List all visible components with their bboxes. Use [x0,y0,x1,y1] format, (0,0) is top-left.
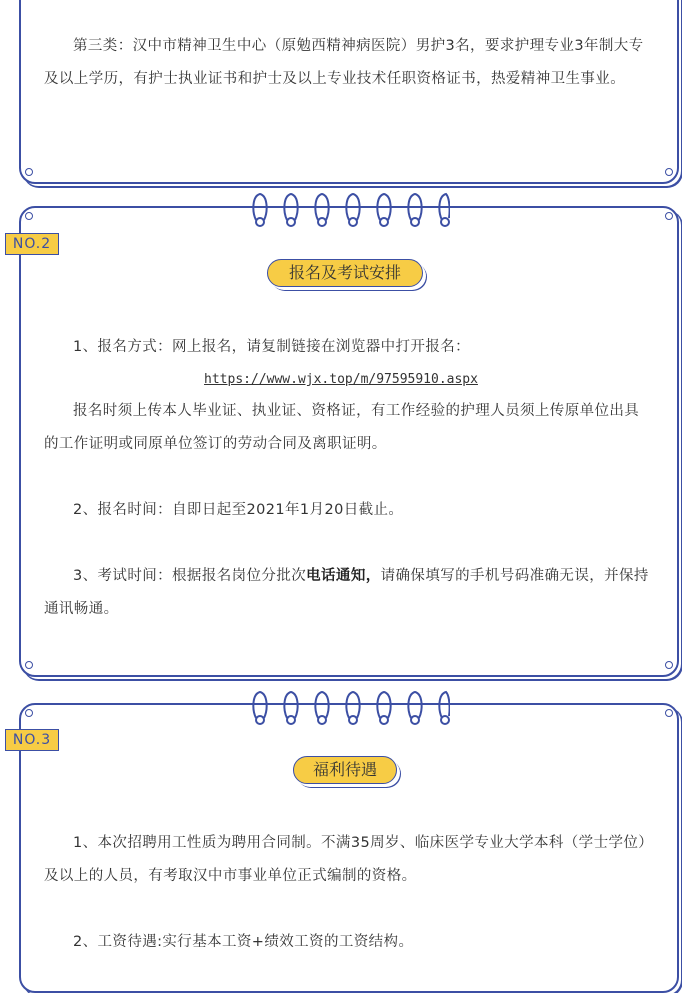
section-title-pill: 报名及考试安排 [267,259,423,287]
exam-time-text: 3、考试时间：根据报名岗位分批次 [73,568,307,584]
signup-time: 2、报名时间：自即日起至2021年1月20日截止。 [73,502,404,518]
section-number-tag: NO.3 [5,729,59,751]
phone-notice-bold: 电话通知， [306,568,381,584]
corner-dot [665,212,673,220]
signup-requirements: 报名时须上传本人毕业证、执业证、资格证，有工作经验的护理人员须上传原单位出具的工作证明或同原单位签订的劳动合同及离职证明。 [44,403,640,452]
binder-rings-icon [250,190,450,230]
corner-dot [665,168,673,176]
corner-dot [665,709,673,717]
signup-link[interactable]: https://www.wjx.top/m/97595910.aspx [204,372,478,387]
section-title-pill: 福利待遇 [293,756,397,784]
exam-time [44,560,650,626]
corner-dot [25,661,33,669]
corner-dot [25,212,33,220]
section-number-tag: NO.2 [5,233,59,255]
exam-time-text-rest: 请确保填写的手机号码准确无误，并保持通讯畅通。 [44,568,649,617]
corner-dot [25,168,33,176]
signup-method: 1、报名方式：网上报名，请复制链接在浏览器中打开报名： [73,339,471,355]
benefit-salary: 2、工资待遇:实行基本工资+绩效工资的工资结构。 [73,934,414,950]
corner-dot [665,661,673,669]
binder-rings-icon [250,688,450,728]
benefit-contract: 1、本次招聘用工性质为聘用合同制。不满35周岁、临床医学专业大学本科（学士学位）及以上的人员，有考取汉中市事业单位正式编制的资格。 [44,835,646,884]
corner-dot [25,709,33,717]
paragraph-category-3: 第三类：汉中市精神卫生中心（原勉西精神病医院）男护3名，要求护理专业3年制大专及以上学历，有护士执业证书和护士及以上专业技术任职资格证书，热爱精神卫生事业。 [44,38,644,87]
